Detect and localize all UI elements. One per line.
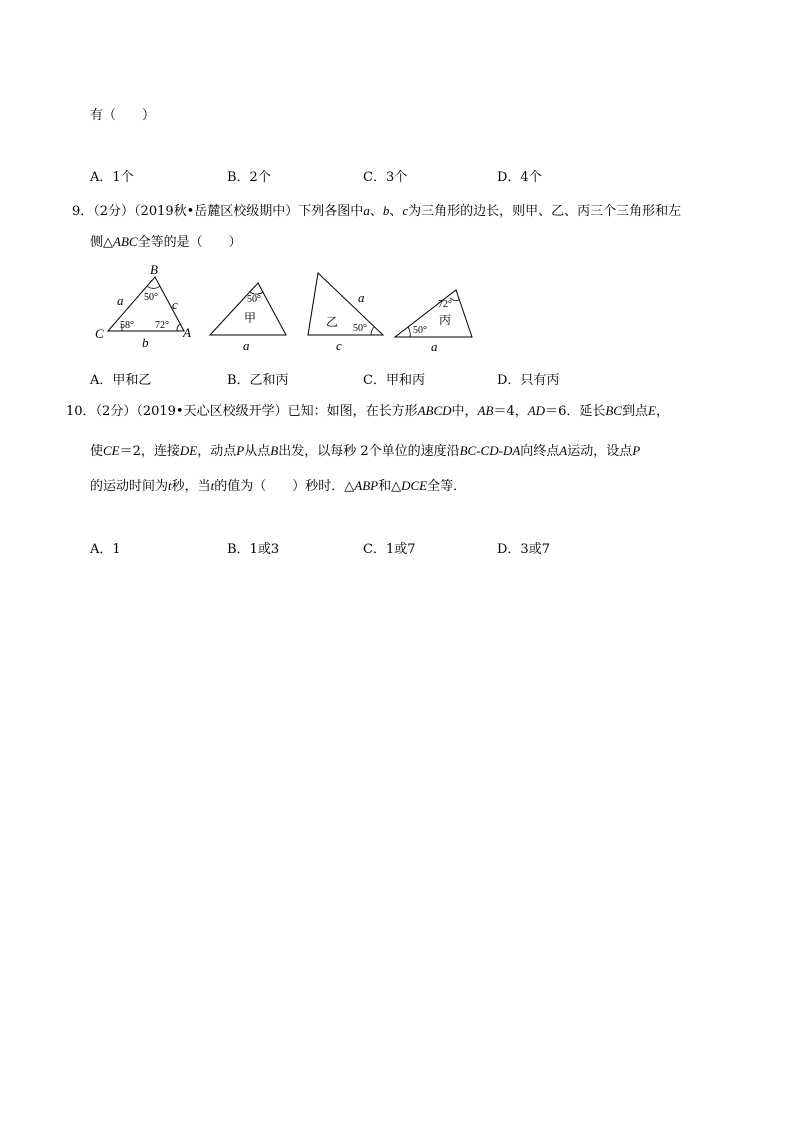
q8-option-d: D．4个 xyxy=(497,170,542,185)
triangle-abc xyxy=(95,262,191,350)
q9-option-b: B．乙和丙 xyxy=(227,373,289,388)
bing-angle-top-label: 72° xyxy=(438,299,452,310)
bing-name: 丙 xyxy=(439,313,452,327)
yi-side-c-label: c xyxy=(336,338,342,353)
q9-var-a: a xyxy=(363,203,370,218)
q10-l1e: 到点 xyxy=(621,404,648,419)
q10-de: DE xyxy=(179,443,198,458)
q9-option-a: A．甲和乙 xyxy=(90,373,152,388)
q9-var-c: c xyxy=(402,203,409,218)
q10-path: BC-CD-DA xyxy=(459,443,521,458)
q9-line2-pre: 侧△ xyxy=(90,235,113,250)
angle-a-label: 72° xyxy=(155,320,169,331)
jia-name: 甲 xyxy=(244,311,257,325)
q10-apt: A xyxy=(559,443,568,458)
q9-option-d: D．只有丙 xyxy=(497,373,560,388)
q8-option-c: C．3个 xyxy=(363,170,408,185)
q10-p: P xyxy=(236,443,245,458)
q10-l3d: 和△ xyxy=(378,479,402,494)
q10-option-b: B．1或3 xyxy=(227,542,280,557)
triangle-bing-shape xyxy=(395,290,472,337)
q9-number: 9． xyxy=(72,204,94,219)
angle-arc-a xyxy=(177,324,180,331)
q10-l2c: ，动点 xyxy=(197,444,237,459)
q10-l1a: （2分）（2019•天心区校级开学）已知：如图，在长方形 xyxy=(95,404,418,419)
q9-prefix: （2分）（2019秋•岳麓区校级期中）下列各图中 xyxy=(93,204,364,219)
angle-b-label: 50° xyxy=(144,292,158,303)
triangle-bing xyxy=(395,290,472,354)
yi-name: 乙 xyxy=(326,315,339,329)
triangle-jia xyxy=(210,283,286,353)
triangle-yi-shape xyxy=(308,273,383,335)
bing-side-label: a xyxy=(431,339,438,354)
q10-l3a: 的运动时间为 xyxy=(90,479,169,494)
yi-side-a-label: a xyxy=(358,290,365,305)
q9-mid: 为三角形的边长，则甲、乙、丙三个三角形和左 xyxy=(408,204,682,219)
q8-option-b: B．2个 xyxy=(227,170,271,185)
vertex-c-label: C xyxy=(95,326,104,341)
q10-e: E xyxy=(647,403,656,418)
q9-line2-post: 全等的是（ ） xyxy=(137,235,242,250)
q10-abp: ABP xyxy=(354,478,379,493)
bing-angle-left-label: 50° xyxy=(413,325,427,336)
q10-ad: AD xyxy=(527,403,546,418)
q10-bc: BC xyxy=(605,403,622,418)
q10-l3c: 的值为（ ）秒时．△ xyxy=(214,479,355,494)
q10-line-3 xyxy=(90,475,466,494)
q9-sep2: 、 xyxy=(389,204,403,219)
q9-option-c: C．甲和丙 xyxy=(363,373,425,388)
triangle-jia-shape xyxy=(210,283,286,335)
bing-angle-arc-left xyxy=(408,327,410,337)
q10-line-2 xyxy=(90,440,640,459)
q10-number: 10． xyxy=(66,404,96,419)
side-b-label: b xyxy=(142,335,149,350)
q10-l3b: 秒，当 xyxy=(171,479,211,494)
q10-l2f: 向终点 xyxy=(520,444,560,459)
q9-abc: ABC xyxy=(113,234,138,249)
q10-t2: t xyxy=(210,478,215,493)
angle-arc-b xyxy=(147,286,160,288)
q10-dce: DCE xyxy=(401,478,428,493)
q10-line-1 xyxy=(66,400,669,419)
q9-sep1: 、 xyxy=(369,204,383,219)
q10-l2g: 运动，设点 xyxy=(567,444,633,459)
q10-p2: P xyxy=(632,443,641,458)
triangle-yi xyxy=(308,273,383,353)
q10-t: t xyxy=(168,478,172,493)
q10-abcd: ABCD xyxy=(417,403,452,418)
q10-l2a: 使 xyxy=(90,444,104,459)
vertex-b-label: B xyxy=(150,262,158,277)
yi-angle-arc xyxy=(371,327,374,335)
q9-figures xyxy=(0,0,794,400)
q10-ab: AB xyxy=(477,403,494,418)
q10-l2d: 从点 xyxy=(244,444,271,459)
q10-ce: CE xyxy=(103,443,120,458)
q10-option-d: D．3或7 xyxy=(497,542,550,557)
vertex-a-label: A xyxy=(183,325,191,340)
jia-side-label: a xyxy=(243,338,250,353)
q10-l1f: ， xyxy=(655,404,669,419)
q10-option-c: C．1或7 xyxy=(363,542,416,557)
q8-option-a: A．1个 xyxy=(90,170,134,185)
q8-continuation: 有（ ） xyxy=(90,108,156,123)
q10-l1d: ＝6．延长 xyxy=(545,404,606,419)
q10-l2b: ＝2，连接 xyxy=(119,444,180,459)
q10-l3e: 全等． xyxy=(427,479,467,494)
q10-l1c: ＝4， xyxy=(493,404,528,419)
q10-bpt: B xyxy=(270,443,279,458)
q9-var-b: b xyxy=(382,203,390,218)
yi-angle-label: 50° xyxy=(353,323,367,334)
side-a-label: a xyxy=(117,293,124,308)
angle-c-label: 58° xyxy=(120,320,134,331)
q10-option-a: A．1 xyxy=(90,542,121,557)
side-c-label: c xyxy=(172,297,178,312)
q10-l1b: 中， xyxy=(451,404,478,419)
jia-angle-label: 50° xyxy=(247,294,261,305)
q10-l2e: 出发，以每秒 2个单位的速度沿 xyxy=(278,444,460,459)
